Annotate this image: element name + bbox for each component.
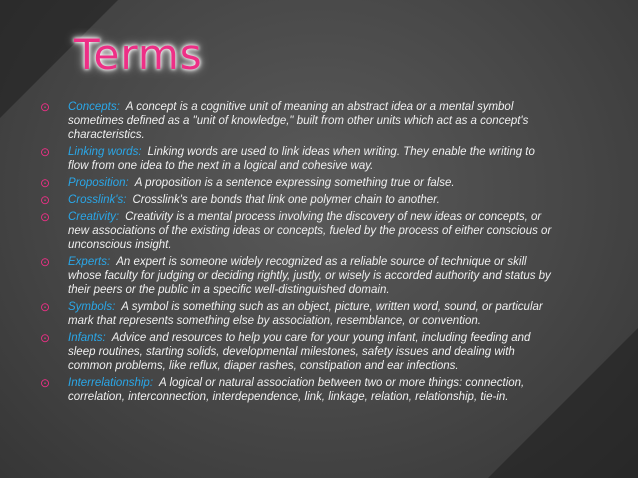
term-label: Experts: xyxy=(68,256,111,268)
bullet-icon: ⊙ xyxy=(40,176,51,190)
list-item-proposition xyxy=(40,176,552,190)
term-label: Interrelationship: xyxy=(68,377,154,389)
list-item-crosslinks xyxy=(40,193,552,207)
bullet-icon: ⊙ xyxy=(40,376,51,390)
term-definition: Linking words are used to link ideas when writing. They enable the writing to flow from one idea to the next in a logical and cohesive way. xyxy=(68,146,535,172)
term-label: Infants: xyxy=(68,332,106,344)
bullet-icon: ⊙ xyxy=(40,300,51,314)
term-definition: Crosslink's are bonds that link one polymer chain to another. xyxy=(132,194,440,206)
term-definition: A concept is a cognitive unit of meaning an abstract idea or a mental symbol sometimes defined as a "unit of knowledge," built from other units which act as a concept's characteristics. xyxy=(68,101,529,141)
term-definition: Advice and resources to help you care for your young infant, including feeding and sleep routines, starting solids, developmental milestones, safety issues and dealing with common problems, like reflux, diaper rashes, constipation and ear infections. xyxy=(68,332,531,372)
list-item-infants xyxy=(40,331,552,373)
bullet-icon: ⊙ xyxy=(40,145,51,159)
term-label: Linking words: xyxy=(68,146,142,158)
term-label: Proposition: xyxy=(68,177,129,189)
bullet-icon: ⊙ xyxy=(40,255,51,269)
term-definition: Creativity is a mental process involving the discovery of new ideas or concepts, or new associations of the existing ideas or concepts, fueled by the process of either conscious or unconscious insight. xyxy=(68,211,552,251)
list-item-symbols xyxy=(40,300,552,328)
term-definition: A proposition is a sentence expressing something true or false. xyxy=(134,177,455,189)
term-definition: A symbol is something such as an object, picture, written word, sound, or particular mark that represents something else by association, resemblance, or convention. xyxy=(68,301,543,327)
term-label: Crosslink's: xyxy=(68,194,127,206)
list-item-interrelationship xyxy=(40,376,552,404)
list-item-creativity xyxy=(40,210,552,252)
terms-list xyxy=(40,100,552,407)
term-label: Symbols: xyxy=(68,301,116,313)
bullet-icon: ⊙ xyxy=(40,193,51,207)
list-item-concepts xyxy=(40,100,552,142)
term-label: Creativity: xyxy=(68,211,120,223)
bullet-icon: ⊙ xyxy=(40,331,51,345)
slide-title: Terms xyxy=(74,30,203,79)
term-label: Concepts: xyxy=(68,101,120,113)
term-definition: A logical or natural association between two or more things: connection, correlation, interconnection, interdependence, link, linkage, relation, relationship, tie-in. xyxy=(68,377,525,403)
term-definition: An expert is someone widely recognized as a reliable source of technique or skill whose faculty for judging or deciding rightly, justly, or wisely is accorded authority and status by their peers or the public in a specific well-distinguished domain. xyxy=(68,256,551,296)
bullet-icon: ⊙ xyxy=(40,210,51,224)
bullet-icon: ⊙ xyxy=(40,100,51,114)
list-item-experts xyxy=(40,255,552,297)
list-item-linking-words xyxy=(40,145,552,173)
